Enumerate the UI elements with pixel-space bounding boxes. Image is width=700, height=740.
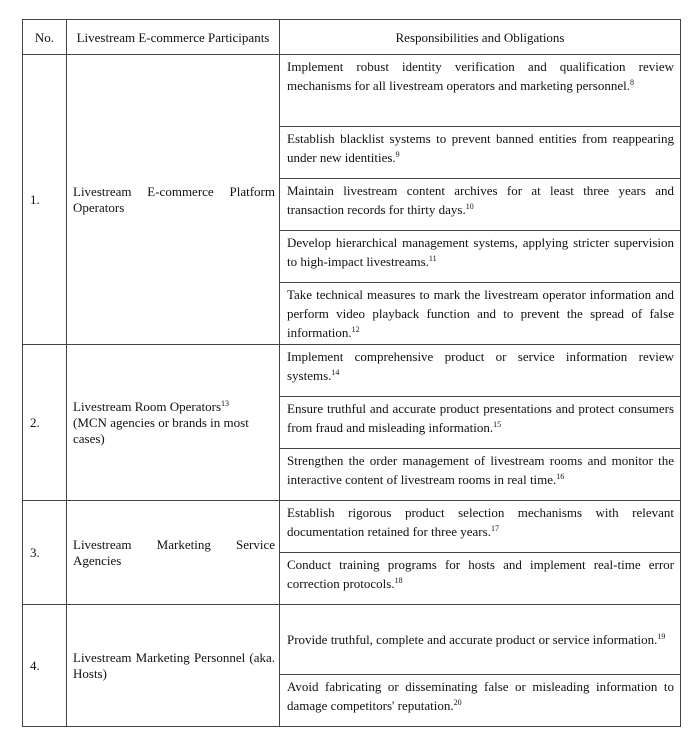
footnote-ref: 20 <box>453 698 462 707</box>
obligations-table <box>22 19 681 727</box>
obligation-text: Take technical measures to mark the livestream operator information and perform video playback function and to prevent the spread of false information. <box>287 287 674 340</box>
obligation-cell <box>280 283 681 345</box>
footnote-ref: 14 <box>331 368 340 377</box>
footnote-ref: 8 <box>629 78 634 87</box>
table-row <box>23 345 681 397</box>
obligation-cell <box>280 231 681 283</box>
obligation-text: Conduct training programs for hosts and implement real-time error correction protocols. <box>287 557 674 591</box>
footnote-ref: 12 <box>351 325 360 334</box>
participant-name: Livestream E-commerce Platform Operators <box>73 183 275 215</box>
participant-cell <box>67 605 280 727</box>
obligation-cell <box>280 179 681 231</box>
row-number: 1. <box>23 55 67 345</box>
header-participants: Livestream E-commerce Participants <box>67 20 280 55</box>
obligation-text: Strengthen the order management of livestream rooms and monitor the interactive content of livestream rooms in real time. <box>287 453 674 487</box>
obligation-text: Implement robust identity verification and qualification review mechanisms for all livestream operators and marketing personnel. <box>287 59 674 93</box>
header-no: No. <box>23 20 67 55</box>
participant-cell <box>67 501 280 605</box>
footnote-ref: 10 <box>465 202 474 211</box>
obligation-text: Provide truthful, complete and accurate product or service information. <box>287 632 658 647</box>
participant-name: Livestream Marketing Personnel (aka. Hosts) <box>73 649 275 681</box>
participant-cell <box>67 55 280 345</box>
header-responsibilities: Responsibilities and Obligations <box>280 20 681 55</box>
footnote-ref: 11 <box>428 254 437 263</box>
row-number: 2. <box>23 345 67 501</box>
obligation-cell <box>280 553 681 605</box>
obligation-text: Establish blacklist systems to prevent banned entities from reappearing under new identities. <box>287 131 674 165</box>
participant-name: Livestream Room Operators <box>73 398 222 414</box>
footnote-ref: 13 <box>221 398 230 408</box>
participant-cell <box>67 345 280 501</box>
header-row <box>23 20 681 55</box>
obligation-cell <box>280 675 681 727</box>
obligation-cell <box>280 605 681 675</box>
footnote-ref: 18 <box>394 576 403 585</box>
obligation-cell <box>280 55 681 127</box>
obligation-text: Establish rigorous product selection mechanisms with relevant documentation retained for three years. <box>287 505 674 539</box>
row-number: 4. <box>23 605 67 727</box>
obligation-text: Develop hierarchical management systems, applying stricter supervision to high-impact livestreams. <box>287 235 674 269</box>
obligation-text: Implement comprehensive product or service information review systems. <box>287 349 674 383</box>
footnote-ref: 9 <box>395 150 400 159</box>
table-row <box>23 605 681 675</box>
obligation-text: Avoid fabricating or disseminating false or misleading information to damage competitors' reputation. <box>287 679 674 713</box>
obligation-text: Maintain livestream content archives for at least three years and transaction records for thirty days. <box>287 183 674 217</box>
row-number: 3. <box>23 501 67 605</box>
obligation-cell <box>280 449 681 501</box>
table-row <box>23 501 681 553</box>
participant-note: (MCN agencies or brands in most cases) <box>73 414 249 446</box>
participant-name: Livestream Marketing Service Agencies <box>73 536 275 568</box>
footnote-ref: 15 <box>493 420 502 429</box>
obligation-cell <box>280 397 681 449</box>
table-row <box>23 55 681 127</box>
footnote-ref: 17 <box>490 524 499 533</box>
footnote-ref: 16 <box>556 472 565 481</box>
footnote-ref: 19 <box>657 632 666 641</box>
obligation-cell <box>280 127 681 179</box>
obligation-text: Ensure truthful and accurate product presentations and protect consumers from fraud and misleading information. <box>287 401 674 435</box>
obligation-cell <box>280 501 681 553</box>
obligation-cell <box>280 345 681 397</box>
